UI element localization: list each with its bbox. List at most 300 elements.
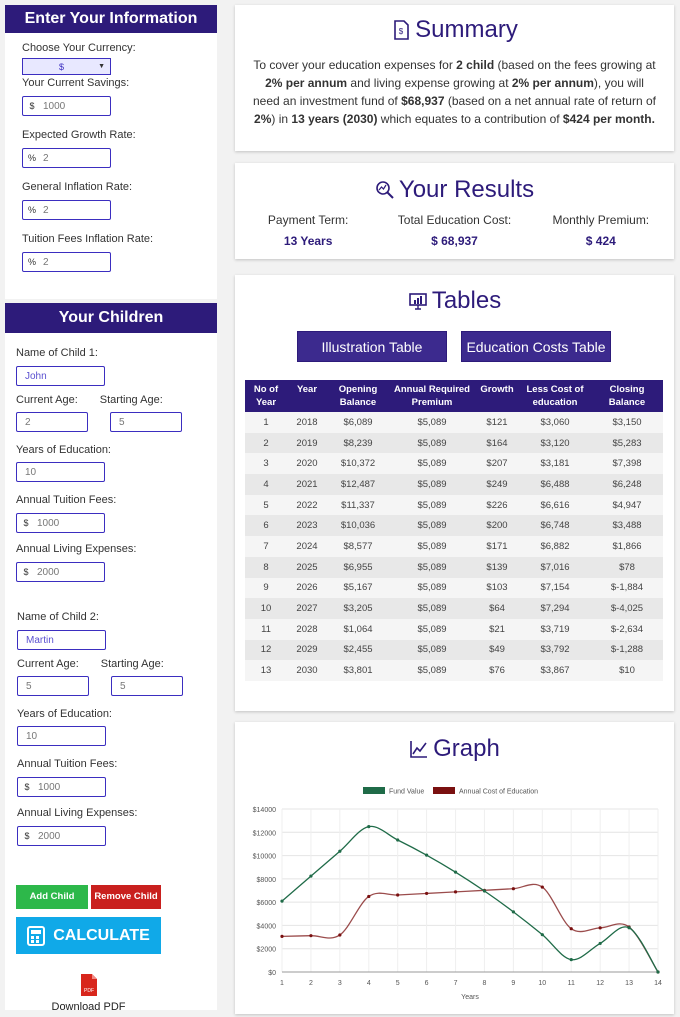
dollar-prefix: $ — [24, 831, 30, 841]
calculate-label: CALCULATE — [53, 926, 150, 944]
child-2 — [17, 611, 183, 846]
child-name-value: Martin — [26, 634, 54, 646]
growth-value: 2 — [43, 152, 49, 164]
download-pdf-label: Download PDF — [51, 1001, 126, 1013]
x-tick-label: 14 — [654, 980, 662, 987]
table-cell: $3,792 — [519, 640, 591, 661]
years-education-label: Years of Education: — [16, 444, 111, 456]
dollar-prefix: $ — [24, 782, 30, 792]
x-tick-label: 8 — [482, 980, 487, 987]
column-header-line: Closing — [609, 384, 645, 395]
y-tick-label: $12000 — [252, 830, 276, 838]
column-header-line: Balance — [339, 397, 377, 408]
x-tick-label: 2 — [308, 980, 313, 987]
table-cell: $10,372 — [327, 453, 389, 474]
summary-text-part: (based on a net annual rate of return of — [444, 94, 656, 108]
data-point — [570, 927, 573, 930]
data-point — [483, 889, 486, 892]
table-row — [245, 619, 663, 640]
percent-prefix: % — [27, 257, 36, 267]
table-cell: 8 — [245, 557, 287, 578]
tables-title — [235, 287, 674, 315]
table-cell: $8,239 — [327, 433, 389, 454]
table-row — [245, 598, 663, 619]
y-tick-label: $4000 — [256, 923, 276, 931]
data-point — [338, 933, 341, 936]
table-cell: 2027 — [287, 598, 327, 619]
currency-label: Choose Your Currency: — [22, 42, 136, 54]
table-cell: $76 — [475, 660, 519, 681]
summary-text-part: which equates to a contribution of — [377, 112, 563, 126]
table-row — [245, 515, 663, 536]
illustration-table — [245, 380, 663, 681]
table-cell: $3,205 — [327, 598, 389, 619]
table-cell: $226 — [475, 495, 519, 516]
data-point — [454, 871, 457, 874]
table-cell: 2030 — [287, 660, 327, 681]
result-payment-term — [235, 213, 381, 248]
column-header-line: Premium — [411, 397, 453, 408]
table-cell: $3,120 — [519, 433, 591, 454]
y-tick-label: $2000 — [256, 946, 276, 954]
svg-text:$: $ — [398, 27, 404, 36]
x-tick-label: 6 — [424, 980, 429, 987]
legend-swatch — [433, 787, 455, 794]
table-cell: $10 — [591, 660, 663, 681]
table-cell: $3,488 — [591, 515, 663, 536]
table-cell: 7 — [245, 536, 287, 557]
legend-swatch — [363, 787, 385, 794]
table-cell: 9 — [245, 578, 287, 599]
result-label: Payment Term: — [267, 213, 349, 227]
table-cell: $3,801 — [327, 660, 389, 681]
table-cell: $5,089 — [389, 412, 475, 433]
column-header-line: Year — [296, 384, 318, 395]
line-chart-icon — [409, 739, 429, 759]
data-point — [280, 935, 283, 938]
summary-term: 13 years (2030) — [291, 112, 378, 126]
summary-title — [235, 16, 674, 44]
result-label: Monthly Premium: — [552, 213, 650, 227]
table-cell: $1,866 — [591, 536, 663, 557]
table-cell: $5,089 — [389, 619, 475, 640]
x-tick-label: 13 — [625, 980, 633, 987]
table-row — [245, 640, 663, 661]
y-tick-label: $0 — [268, 970, 276, 977]
y-tick-label: $8000 — [256, 876, 276, 884]
table-cell: $5,089 — [389, 495, 475, 516]
results-title — [235, 176, 674, 204]
table-cell: 2025 — [287, 557, 327, 578]
table-cell: $200 — [475, 515, 519, 536]
table-cell: 11 — [245, 619, 287, 640]
magnifier-chart-icon — [375, 180, 395, 200]
savings-value: 1000 — [43, 100, 66, 112]
graph-title — [235, 735, 674, 763]
savings-label: Your Current Savings: — [22, 77, 130, 89]
table-cell: 2019 — [287, 433, 327, 454]
x-tick-label: 10 — [538, 980, 547, 987]
table-cell: 2028 — [287, 619, 327, 640]
data-point — [396, 893, 399, 896]
invoice-icon — [391, 20, 411, 40]
result-total-cost — [381, 213, 527, 248]
children-header: Your Children — [5, 303, 217, 333]
tuition-fees-input[interactable] — [16, 513, 105, 533]
svg-text:PDF: PDF — [83, 988, 94, 994]
starting-age-label: Starting Age: — [100, 658, 164, 670]
living-expenses-label: Annual Living Expenses: — [16, 543, 137, 555]
table-cell: $5,089 — [389, 598, 475, 619]
download-pdf-link[interactable] — [31, 973, 146, 1013]
data-point — [599, 942, 602, 945]
result-value: $ 68,937 — [431, 234, 478, 248]
data-point — [454, 890, 457, 893]
years-education-label: Years of Education: — [17, 708, 112, 720]
tuition-fees-label: Annual Tuition Fees: — [16, 494, 117, 506]
table-cell: $78 — [591, 557, 663, 578]
x-tick-label: 12 — [596, 980, 605, 987]
table-cell: $103 — [475, 578, 519, 599]
results-title-text: Your Results — [398, 176, 535, 203]
table-cell: $7,016 — [519, 557, 591, 578]
child-name-input[interactable] — [16, 366, 105, 386]
data-point — [541, 933, 544, 936]
table-cell: $3,150 — [591, 412, 663, 433]
column-header — [245, 380, 287, 412]
table-cell: $-4,025 — [591, 598, 663, 619]
table-cell: 2021 — [287, 474, 327, 495]
years-education-input[interactable] — [17, 726, 106, 746]
table-cell: $207 — [475, 453, 519, 474]
starting-age-label: Starting Age: — [99, 394, 163, 406]
table-body — [245, 412, 663, 681]
pdf-icon — [79, 973, 99, 997]
x-axis-label: Years — [461, 994, 479, 1001]
table-cell: $7,154 — [519, 578, 591, 599]
results-stats — [235, 213, 674, 248]
tab-education-costs-table[interactable]: Education Costs Table — [461, 331, 611, 362]
table-cell: 13 — [245, 660, 287, 681]
table-cell: $7,398 — [591, 453, 663, 474]
x-tick-label: 9 — [511, 980, 516, 987]
summary-living-growth: 2% per annum — [511, 76, 594, 90]
child-1 — [16, 347, 182, 582]
tuition-fees-label: Annual Tuition Fees: — [17, 758, 118, 770]
table-cell: $164 — [475, 433, 519, 454]
table-row — [245, 412, 663, 433]
data-point — [512, 910, 515, 913]
column-header — [591, 380, 663, 412]
column-header — [519, 380, 591, 412]
table-cell: $-1,288 — [591, 640, 663, 661]
table-cell: $5,089 — [389, 433, 475, 454]
tuition-inflation-value: 2 — [43, 256, 49, 268]
column-header-line: Balance — [608, 397, 646, 408]
summary-fee-growth: 2% per annum — [265, 76, 348, 90]
current-age-input[interactable] — [16, 412, 88, 432]
data-point — [338, 850, 341, 853]
savings-input[interactable] — [22, 96, 111, 116]
column-header-line: Less Cost of — [526, 384, 584, 395]
table-row — [245, 536, 663, 557]
table-cell: 2029 — [287, 640, 327, 661]
column-header-line: No of — [253, 384, 279, 395]
starting-age-input[interactable] — [111, 676, 183, 696]
table-cell: $1,064 — [327, 619, 389, 640]
table-cell: $5,089 — [389, 557, 475, 578]
table-row — [245, 557, 663, 578]
currency-value: $ — [59, 61, 65, 72]
living-expenses-value: 2000 — [37, 566, 60, 578]
table-cell: $3,060 — [519, 412, 591, 433]
table-cell: $21 — [475, 619, 519, 640]
table-cell: $11,337 — [327, 495, 389, 516]
tab-illustration-table[interactable]: Illustration Table — [297, 331, 447, 362]
tuition-fees-value: 1000 — [37, 517, 60, 529]
data-point — [570, 958, 573, 961]
data-point — [367, 895, 370, 898]
starting-age-value: 5 — [120, 680, 126, 692]
summary-text-part: and living expense growing at — [347, 76, 512, 90]
percent-prefix: % — [27, 153, 36, 163]
table-cell: $171 — [475, 536, 519, 557]
tables-card — [235, 275, 674, 711]
x-tick-label: 4 — [366, 980, 371, 987]
presentation-chart-icon — [408, 291, 428, 311]
table-row — [245, 453, 663, 474]
table-row — [245, 578, 663, 599]
inflation-label: General Inflation Rate: — [22, 181, 133, 193]
living-expenses-input[interactable] — [16, 562, 105, 582]
currency-select[interactable] — [22, 58, 111, 75]
x-tick-label: 11 — [567, 980, 575, 987]
starting-age-value: 5 — [119, 416, 125, 428]
data-point — [512, 887, 515, 890]
y-tick-label: $10000 — [252, 853, 276, 861]
table-cell: 6 — [245, 515, 287, 536]
table-cell: 3 — [245, 453, 287, 474]
summary-card — [235, 5, 674, 151]
child-name-label: Name of Child 1: — [16, 347, 98, 359]
info-header: Enter Your Information — [5, 5, 217, 33]
dollar-prefix: $ — [23, 567, 29, 577]
summary-text-part: (based on the fees growing at — [494, 58, 656, 72]
table-cell: $5,089 — [389, 536, 475, 557]
data-point — [656, 970, 659, 973]
summary-title-text: Summary — [415, 16, 518, 43]
table-cell: 2022 — [287, 495, 327, 516]
summary-text-part: To cover your education expenses for — [253, 58, 457, 72]
data-point — [367, 825, 370, 828]
result-label: Total Education Cost: — [397, 213, 512, 227]
children-form — [5, 333, 217, 1013]
info-form — [5, 33, 217, 299]
data-point — [599, 926, 602, 929]
table-cell: 2024 — [287, 536, 327, 557]
table-cell: 2023 — [287, 515, 327, 536]
tuition-inflation-input[interactable] — [22, 252, 111, 272]
living-expenses-label: Annual Living Expenses: — [17, 807, 138, 819]
column-header-line: Annual Required — [393, 384, 470, 395]
table-cell: $6,882 — [519, 536, 591, 557]
column-header — [475, 380, 519, 412]
table-cell: 2026 — [287, 578, 327, 599]
tuition-fees-value: 1000 — [38, 781, 61, 793]
inflation-value: 2 — [43, 204, 49, 216]
table-row — [245, 660, 663, 681]
fund-vs-cost-chart — [235, 784, 674, 1014]
summary-text-part: ), you will need an investment fund of — [253, 76, 644, 108]
table-cell: $6,248 — [591, 474, 663, 495]
data-point — [425, 854, 428, 857]
starting-age-input[interactable] — [110, 412, 182, 432]
results-card — [235, 163, 674, 259]
table-cell: $49 — [475, 640, 519, 661]
y-tick-label: $14000 — [252, 807, 276, 814]
column-header — [389, 380, 475, 412]
table-cell: $5,089 — [389, 578, 475, 599]
living-expenses-input[interactable] — [17, 826, 106, 846]
table-cell: $6,955 — [327, 557, 389, 578]
remove-child-button[interactable]: Remove Child — [91, 885, 161, 909]
living-expenses-value: 2000 — [38, 830, 61, 842]
current-age-label: Current Age: — [16, 394, 78, 406]
table-cell: $5,167 — [327, 578, 389, 599]
y-tick-label: $6000 — [256, 900, 276, 908]
result-value: $ 424 — [585, 234, 616, 248]
series-line — [282, 826, 658, 972]
table-cell: $3,867 — [519, 660, 591, 681]
table-cell: $139 — [475, 557, 519, 578]
summary-return-rate: 2% — [254, 112, 272, 126]
child-name-input[interactable] — [17, 630, 106, 650]
table-row — [245, 433, 663, 454]
table-cell: $7,294 — [519, 598, 591, 619]
table-cell: 5 — [245, 495, 287, 516]
table-cell: $2,455 — [327, 640, 389, 661]
years-education-value: 10 — [25, 466, 37, 478]
column-header — [287, 380, 327, 412]
summary-child-count: 2 child — [456, 58, 495, 72]
table-cell: $10,036 — [327, 515, 389, 536]
table-cell: 2 — [245, 433, 287, 454]
tuition-inflation-label: Tuition Fees Inflation Rate: — [22, 233, 154, 245]
current-age-input[interactable] — [17, 676, 89, 696]
table-cell: $5,089 — [389, 640, 475, 661]
dollar-prefix: $ — [23, 518, 29, 528]
summary-text-part: ) in — [271, 112, 292, 126]
calculate-button[interactable] — [16, 917, 161, 954]
table-cell: $5,089 — [389, 474, 475, 495]
column-header-line: Year — [255, 397, 277, 408]
current-age-label: Current Age: — [17, 658, 79, 670]
table-cell: $249 — [475, 474, 519, 495]
growth-input[interactable] — [22, 148, 111, 168]
table-cell: 2018 — [287, 412, 327, 433]
x-tick-label: 5 — [395, 980, 400, 987]
input-column — [5, 5, 217, 1013]
data-point — [541, 885, 544, 888]
column-header-line: education — [532, 397, 578, 408]
inflation-input[interactable] — [22, 200, 111, 220]
add-child-button[interactable]: Add Child — [16, 885, 88, 909]
table-header-row — [245, 380, 663, 412]
table-cell: $-2,634 — [591, 619, 663, 640]
summary-monthly: $424 per month. — [562, 112, 655, 126]
table-cell: 2020 — [287, 453, 327, 474]
table-row — [245, 474, 663, 495]
table-row — [245, 495, 663, 516]
growth-label: Expected Growth Rate: — [22, 129, 136, 141]
dollar-prefix: $ — [29, 101, 35, 111]
data-point — [396, 838, 399, 841]
table-cell: 4 — [245, 474, 287, 495]
table-cell: 10 — [245, 598, 287, 619]
x-tick-label: 1 — [280, 980, 284, 987]
table-cell: 12 — [245, 640, 287, 661]
table-cell: $6,616 — [519, 495, 591, 516]
percent-prefix: % — [27, 205, 36, 215]
data-point — [309, 934, 312, 937]
column-header-line: Growth — [480, 384, 514, 395]
years-education-input[interactable] — [16, 462, 105, 482]
x-tick-label: 7 — [453, 980, 458, 987]
dropdown-arrow-icon: ▼ — [98, 63, 105, 70]
tables-title-text: Tables — [431, 287, 502, 314]
table-cell: $5,089 — [389, 660, 475, 681]
legend-label: Fund Value — [389, 788, 425, 796]
tuition-fees-input[interactable] — [17, 777, 106, 797]
data-point — [627, 926, 630, 929]
table-cell: $5,283 — [591, 433, 663, 454]
table-cell: $3,719 — [519, 619, 591, 640]
x-tick-label: 3 — [337, 980, 342, 987]
table-cell: $12,487 — [327, 474, 389, 495]
data-point — [425, 892, 428, 895]
table-cell: $-1,884 — [591, 578, 663, 599]
table-cell: $6,089 — [327, 412, 389, 433]
result-value: 13 Years — [283, 234, 333, 248]
table-cell: $5,089 — [389, 515, 475, 536]
data-point — [309, 874, 312, 877]
graph-card — [235, 722, 674, 1014]
column-header-line: Opening — [338, 384, 378, 395]
table-cell: $6,748 — [519, 515, 591, 536]
child-name-value: John — [25, 370, 47, 382]
child-name-label: Name of Child 2: — [17, 611, 99, 623]
calculator-icon — [27, 926, 45, 946]
legend-label: Annual Cost of Education — [459, 788, 538, 796]
summary-fund: $68,937 — [401, 94, 445, 108]
table-cell: $6,488 — [519, 474, 591, 495]
current-age-value: 2 — [25, 416, 31, 428]
table-cell: $5,089 — [389, 453, 475, 474]
data-point — [280, 900, 283, 903]
table-cell: $8,577 — [327, 536, 389, 557]
current-age-value: 5 — [26, 680, 32, 692]
years-education-value: 10 — [26, 730, 38, 742]
table-cell: $121 — [475, 412, 519, 433]
result-monthly-premium — [528, 213, 674, 248]
summary-text — [251, 56, 658, 128]
table-cell: $3,181 — [519, 453, 591, 474]
table-cell: $4,947 — [591, 495, 663, 516]
graph-title-text: Graph — [433, 735, 500, 762]
column-header — [327, 380, 389, 412]
table-cell: $64 — [475, 598, 519, 619]
table-cell: 1 — [245, 412, 287, 433]
